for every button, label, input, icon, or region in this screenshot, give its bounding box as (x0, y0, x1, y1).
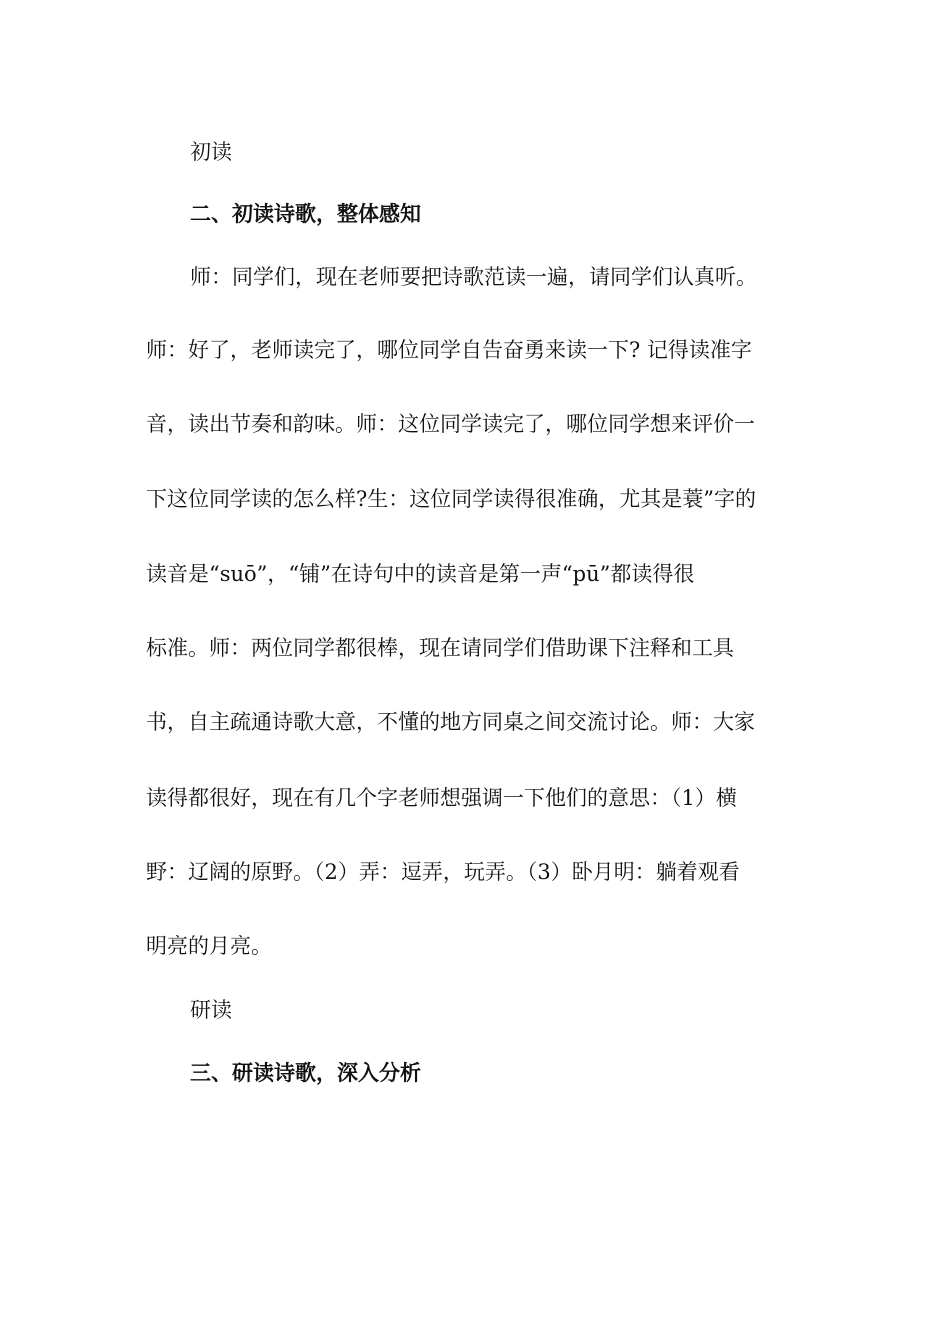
paragraph-line-9: 野：辽阔的原野。（2）弄：逗弄，玩弄。（3）卧月明：躺着观看 (146, 860, 740, 884)
paragraph-line-10: 明亮的月亮。 (146, 934, 272, 958)
section-label-chudu: 初读 (190, 140, 232, 164)
section-heading-3: 三、研读诗歌，深入分析 (190, 1061, 421, 1085)
paragraph-line-8: 读得都很好，现在有几个字老师想强调一下他们的意思：（1）横 (146, 786, 737, 810)
section-label-yandu: 研读 (190, 998, 232, 1022)
paragraph-line-1: 师：同学们，现在老师要把诗歌范读一遍，请同学们认真听。 (190, 265, 757, 289)
paragraph-line-6: 标准。师：两位同学都很棒，现在请同学们借助课下注释和工具 (146, 636, 734, 660)
paragraph-line-5: 读音是“suō”，“铺”在诗句中的读音是第一声“pū”都读得很 (146, 562, 695, 586)
paragraph-line-3: 音，读出节奏和韵味。师：这位同学读完了，哪位同学想来评价一 (146, 412, 755, 436)
paragraph-line-7: 书，自主疏通诗歌大意，不懂的地方同桌之间交流讨论。师：大家 (146, 710, 755, 734)
paragraph-line-4: 下这位同学读的怎么样?生：这位同学读得很准确，尤其是蓑”字的 (146, 487, 756, 511)
paragraph-line-2: 师：好了，老师读完了，哪位同学自告奋勇来读一下? 记得读准字 (146, 338, 752, 362)
section-heading-2: 二、初读诗歌，整体感知 (190, 202, 421, 226)
